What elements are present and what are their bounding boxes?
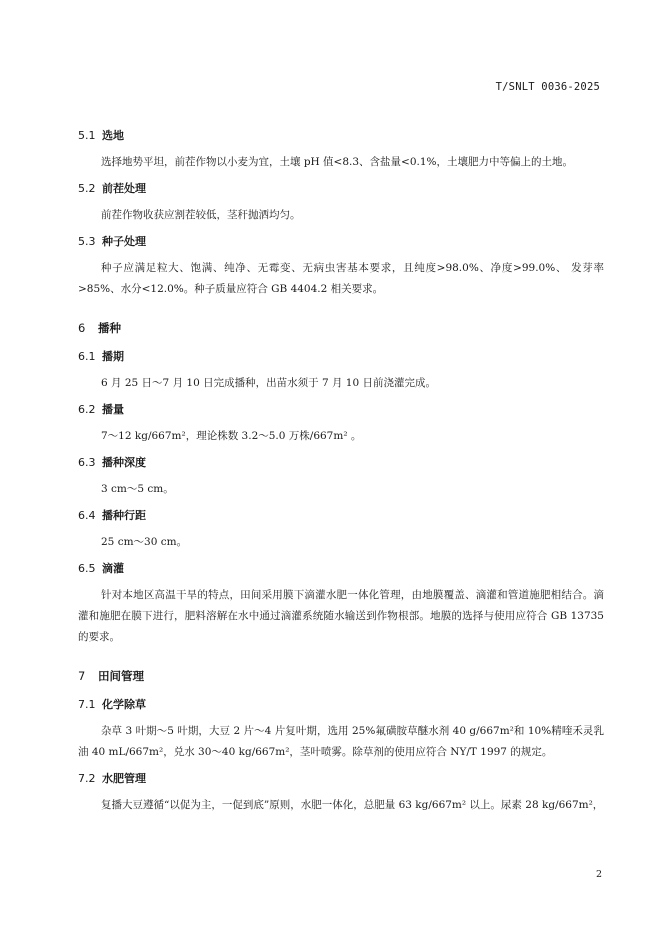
section-6-2-heading: 6.2 播量: [78, 403, 124, 416]
section-6-4-text: 25 cm～30 cm。: [101, 536, 188, 548]
section-7-1-heading: 7.1 化学除草: [78, 698, 146, 711]
section-5-1-text: 选择地势平坦，前茬作物以小麦为宜，土壤 pH 值<8.3、含盐量<0.1%，土壤肥力中等偏上的土地。: [101, 156, 574, 168]
page-number: 2: [595, 869, 602, 880]
section-5-3-text: 种子应满足粒大、饱满、纯净、无霉变、无病虫害基本要求，且纯度>98.0%、净度>99.0%、 发芽率>85%、水分<12.0%。种子质量应符合 GB 4404.2 相关要求。: [78, 262, 604, 295]
section-7-2-text: 复播大豆遵循“以促为主，一促到底”原则，水肥一体化，总肥量 63 kg/667m² 以上。尿素 28 kg/667m²，: [101, 799, 604, 811]
section-5-1-heading: 5.1 选地: [78, 129, 124, 142]
section-6-3-text: 3 cm～5 cm。: [101, 483, 174, 495]
section-5-3-heading: 5.3 种子处理: [78, 235, 146, 248]
section-5-2-text: 前茬作物收获应割茬较低，茎秆抛洒均匀。: [101, 209, 301, 221]
section-6-1-heading: 6.1 播期: [78, 350, 124, 363]
section-7-2-heading: 7.2 水肥管理: [78, 772, 146, 785]
section-6-1-text: 6 月 25 日～7 月 10 日完成播种，出苗水须于 7 月 10 日前浇灌完成。: [101, 377, 436, 389]
section-6-heading: 6 播种: [78, 321, 121, 335]
section-7-1-text: 杂草 3 叶期～5 叶期，大豆 2 片～4 片复叶期，选用 25%氟磺胺草醚水剂 40 g/667m²和 10%精喹禾灵乳油 40 mL/667m²，兑水 30～40 kg/667m²，茎叶喷雾。除草剂的使用应符合 NY/T 1997 的规定。: [78, 725, 604, 758]
document-code: T/SNLT 0036-2025: [495, 81, 600, 93]
section-6-3-heading: 6.3 播种深度: [78, 456, 146, 469]
section-7-heading: 7 田间管理: [78, 669, 144, 683]
section-6-5-heading: 6.5 滴灌: [78, 562, 124, 575]
section-6-2-text: 7～12 kg/667m²，理论株数 3.2～5.0 万株/667m² 。: [101, 430, 362, 442]
section-6-5-text: 针对本地区高温干旱的特点，田间采用膜下滴灌水肥一体化管理，由地膜覆盖、滴灌和管道施肥相结合。滴灌和施肥在膜下进行，肥料溶解在水中通过滴灌系统随水输送到作物根部。地膜的选择与使用应符合 GB 13735 的要求。: [78, 589, 604, 643]
section-6-4-heading: 6.4 播种行距: [78, 509, 146, 522]
section-5-2-heading: 5.2 前茬处理: [78, 182, 146, 195]
document-body: [78, 127, 604, 816]
